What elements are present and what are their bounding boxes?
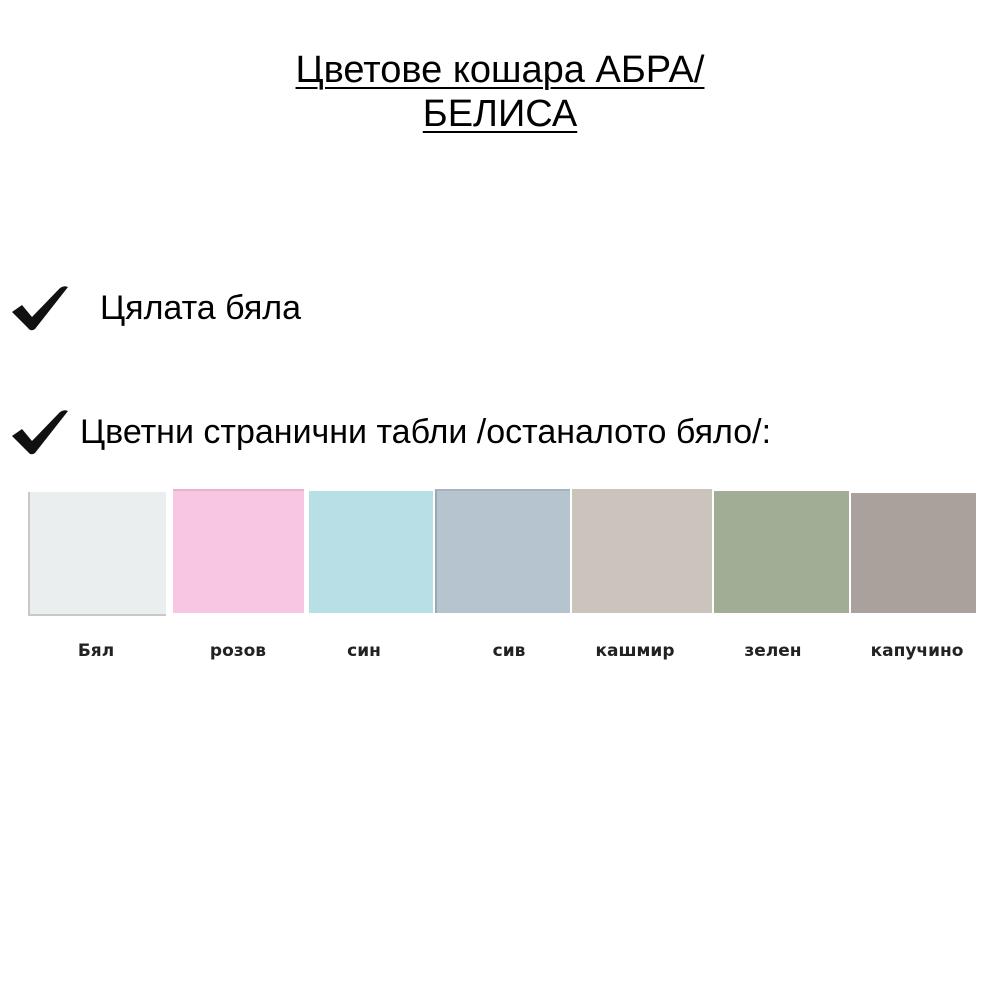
option-all-white-label: Цялата бяла [100, 289, 301, 327]
swatch-label-blue: син [347, 641, 381, 661]
swatch-label-green: зелен [744, 641, 802, 661]
swatch-green [714, 491, 849, 613]
swatch-white [28, 492, 166, 616]
title-line-2: БЕЛИСА [422, 93, 578, 135]
option-colored-panels [10, 408, 771, 456]
swatch-grey [435, 489, 570, 613]
swatch-blue [309, 491, 433, 613]
checkmark-icon [10, 408, 70, 456]
swatch-label-cappuccino: капучино [870, 641, 964, 661]
title-line-1: Цветове кошара АБРА/ [295, 49, 705, 91]
swatch-label-cashmere: кашмир [595, 641, 675, 661]
option-all-white [10, 284, 301, 332]
swatch-label-grey: сив [492, 641, 526, 661]
option-colored-panels-label: Цветни странични табли /останалото бяло/: [80, 413, 772, 451]
swatch-label-white: Бял [77, 641, 115, 661]
swatch-pink [173, 489, 304, 613]
swatch-label-pink: розов [209, 641, 267, 661]
swatch-cappuccino [851, 493, 976, 613]
swatch-cashmere [572, 489, 712, 613]
page-title [0, 48, 1000, 136]
checkmark-icon [10, 284, 70, 332]
